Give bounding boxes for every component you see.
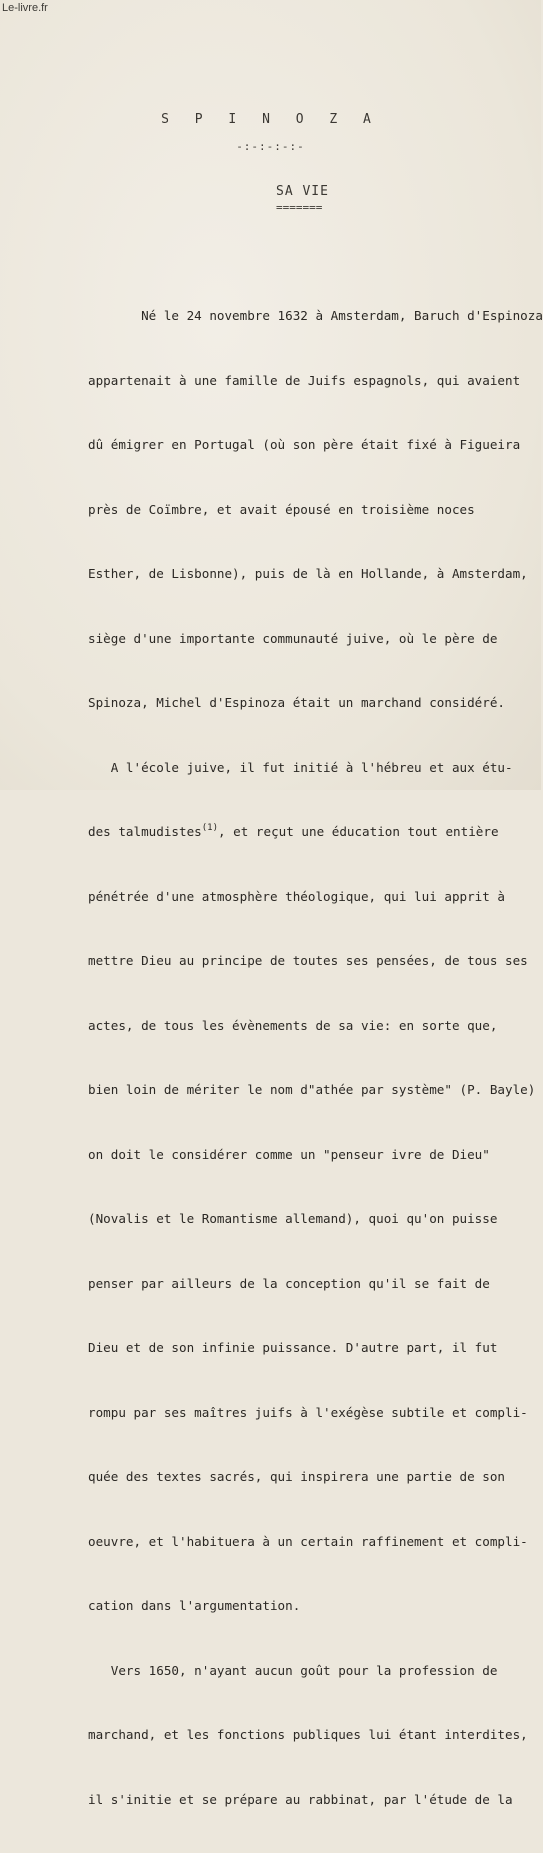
text-line: près de Coïmbre, et avait épousé en troisième noces: [88, 501, 475, 517]
text-line: quée des textes sacrés, qui inspirera une partie de son: [88, 1469, 506, 1484]
text-line: cation dans l'argumentation.: [88, 1598, 301, 1613]
text-line-start: des talmudistes: [88, 824, 202, 839]
text-line: siège d'une importante communauté juive, où le père de: [88, 630, 498, 646]
text-line-end: , et reçut une éducation tout entière: [218, 824, 499, 839]
text-line: rompu par ses maîtres juifs à l'exégèse subtile et compli-: [88, 1404, 528, 1420]
text-line: marchand, et les fonctions publiques lui étant interdites,: [88, 1727, 528, 1742]
text-line: Esther, de Lisbonne), puis de là en Hollande, à Amsterdam,: [88, 566, 528, 581]
text-line: mettre Dieu au principe de toutes ses pensées, de tous ses: [88, 953, 528, 968]
section-rule: =======: [276, 201, 323, 214]
text-line-with-footnote: [88, 821, 543, 843]
text-line: Vers 1650, n'ayant aucun goût pour la profession de: [88, 1662, 498, 1678]
text-line: penser par ailleurs de la conception qu'il se fait de: [88, 1275, 490, 1291]
text-line: dû émigrer en Portugal (où son père était fixé à Figueira: [88, 437, 521, 452]
text-line: il s'initie et se prépare au rabbinat, par l'étude de la: [88, 1791, 513, 1807]
watermark: Le-livre.fr: [2, 2, 48, 14]
text-line: Né le 24 novembre 1632 à Amsterdam, Baruch d'Espinoza: [88, 308, 543, 323]
text-line: (Novalis et le Romantisme allemand), quoi qu'on puisse: [88, 1211, 498, 1226]
section-title: SA VIE: [276, 184, 329, 199]
text-line: pénétrée d'une atmosphère théologique, qui lui apprit à: [88, 888, 506, 904]
text-line: Dieu et de son infinie puissance. D'autre part, il fut: [88, 1340, 498, 1355]
text-line: on doit le considérer comme un "penseur ivre de Dieu": [88, 1146, 490, 1162]
document-title: S P I N O Z A: [161, 112, 380, 127]
text-line: A l'école juive, il fut initié à l'hébreu et aux étu-: [88, 759, 513, 775]
title-rule: -:-:-:-:-: [236, 140, 305, 153]
text-line: Spinoza, Michel d'Espinoza était un marchand considéré.: [88, 695, 506, 710]
footnote-marker: (1): [201, 823, 218, 833]
text-line: bien loin de mériter le nom d"athée par système" (P. Bayle): [88, 1082, 536, 1097]
text-line: actes, de tous les évènements de sa vie: en sorte que,: [88, 1017, 498, 1033]
body-text: [88, 262, 543, 1853]
text-line: oeuvre, et l'habituera à un certain raffinement et compli-: [88, 1533, 528, 1549]
text-line: appartenait à une famille de Juifs espagnols, qui avaient: [88, 372, 521, 388]
